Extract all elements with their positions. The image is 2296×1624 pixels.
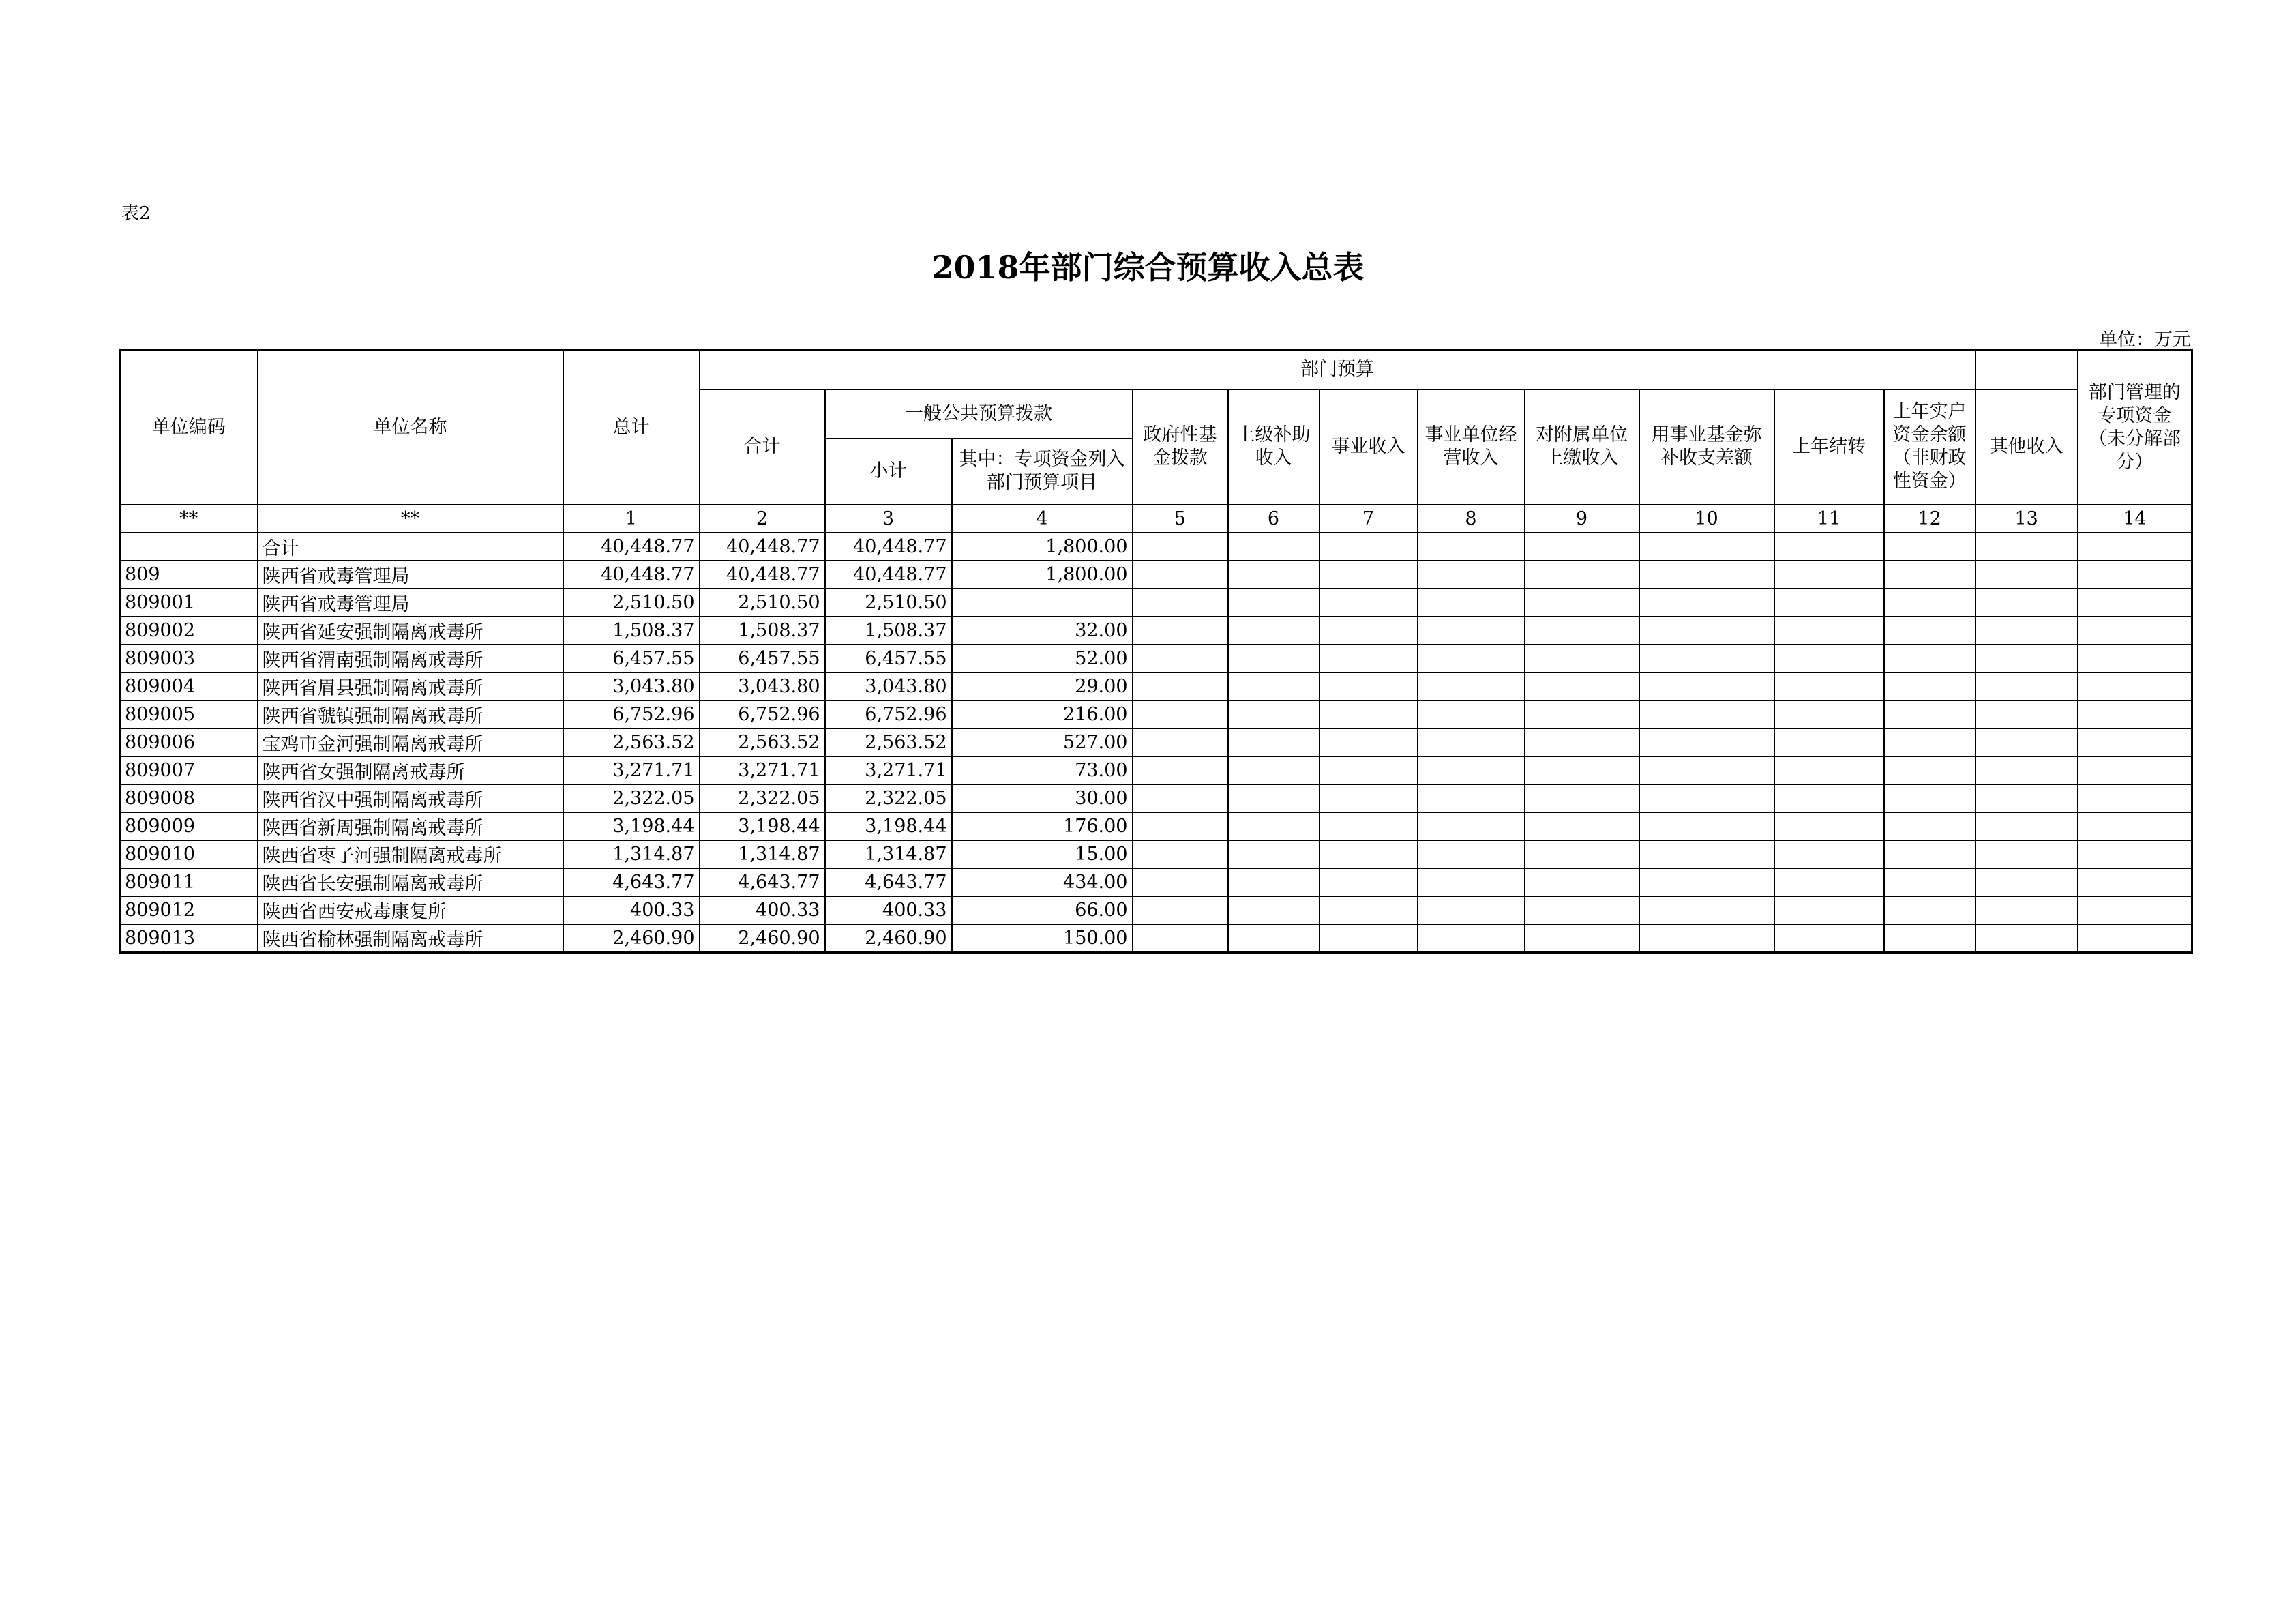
cell-empty — [1228, 840, 1320, 868]
table-row — [120, 784, 2192, 812]
cell-empty — [1228, 896, 1320, 924]
header-operating-income: 事业单位经营收入 — [1418, 389, 1525, 505]
header-general-subtotal: 小计 — [825, 439, 952, 505]
cell-empty — [1976, 561, 2078, 589]
cell-code: 809010 — [120, 840, 258, 868]
column-index-cell: 1 — [563, 505, 700, 533]
cell-c1: 1,508.37 — [563, 617, 700, 645]
cell-empty — [1976, 617, 2078, 645]
header-total: 总计 — [563, 351, 700, 505]
cell-c4: 150.00 — [952, 924, 1133, 953]
cell-empty — [1320, 812, 1418, 840]
cell-c4: 32.00 — [952, 617, 1133, 645]
cell-empty — [1884, 673, 1976, 700]
cell-empty — [1228, 784, 1320, 812]
column-index-cell: 14 — [2078, 505, 2192, 533]
cell-c4: 176.00 — [952, 812, 1133, 840]
cell-empty — [1639, 589, 1774, 617]
cell-empty — [1525, 617, 1639, 645]
cell-empty — [1639, 896, 1774, 924]
cell-empty — [1884, 924, 1976, 953]
unit-label: 单位：万元 — [2099, 329, 2191, 351]
table-row — [120, 868, 2192, 896]
cell-empty — [1774, 728, 1884, 756]
column-index-cell: 8 — [1418, 505, 1525, 533]
cell-empty — [1525, 673, 1639, 700]
cell-empty — [1774, 533, 1884, 561]
cell-empty — [1418, 645, 1525, 673]
cell-c3: 6,752.96 — [825, 700, 952, 728]
table-row — [120, 645, 2192, 673]
cell-code: 809001 — [120, 589, 258, 617]
cell-empty — [1228, 924, 1320, 953]
cell-empty — [1320, 561, 1418, 589]
cell-code: 809005 — [120, 700, 258, 728]
table-row — [120, 700, 2192, 728]
cell-c2: 2,322.05 — [700, 784, 825, 812]
cell-c3: 2,322.05 — [825, 784, 952, 812]
cell-empty — [2078, 840, 2192, 868]
cell-empty — [1884, 645, 1976, 673]
cell-empty — [2078, 728, 2192, 756]
column-index-cell: ** — [120, 505, 258, 533]
cell-name: 合计 — [258, 533, 563, 561]
cell-name: 陕西省汉中强制隔离戒毒所 — [258, 784, 563, 812]
cell-empty — [1884, 533, 1976, 561]
cell-empty — [1774, 868, 1884, 896]
header-gov-fund: 政府性基金拨款 — [1133, 389, 1228, 505]
cell-empty — [1525, 868, 1639, 896]
header-affiliate-income: 对附属单位上缴收入 — [1525, 389, 1639, 505]
column-index-cell: 12 — [1884, 505, 1976, 533]
cell-empty — [1639, 812, 1774, 840]
cell-c1: 4,643.77 — [563, 868, 700, 896]
cell-empty — [2078, 756, 2192, 784]
cell-code: 809009 — [120, 812, 258, 840]
cell-empty — [1418, 756, 1525, 784]
cell-empty — [2078, 700, 2192, 728]
cell-code: 809013 — [120, 924, 258, 953]
column-index-cell: 6 — [1228, 505, 1320, 533]
column-index-cell: ** — [258, 505, 563, 533]
cell-empty — [1525, 840, 1639, 868]
cell-empty — [1133, 561, 1228, 589]
cell-empty — [1133, 533, 1228, 561]
cell-name: 陕西省戒毒管理局 — [258, 561, 563, 589]
cell-empty — [1320, 673, 1418, 700]
cell-empty — [1133, 756, 1228, 784]
table-row — [120, 728, 2192, 756]
cell-empty — [1133, 617, 1228, 645]
cell-empty — [2078, 533, 2192, 561]
cell-c1: 2,563.52 — [563, 728, 700, 756]
cell-empty — [1884, 589, 1976, 617]
cell-empty — [1320, 840, 1418, 868]
table-row — [120, 561, 2192, 589]
cell-name: 陕西省榆林强制隔离戒毒所 — [258, 924, 563, 953]
table-row — [120, 673, 2192, 700]
cell-name: 陕西省延安强制隔离戒毒所 — [258, 617, 563, 645]
cell-code: 809007 — [120, 756, 258, 784]
cell-empty — [2078, 617, 2192, 645]
cell-name: 陕西省戒毒管理局 — [258, 589, 563, 617]
cell-c4: 73.00 — [952, 756, 1133, 784]
cell-empty — [1525, 784, 1639, 812]
cell-empty — [1133, 673, 1228, 700]
cell-empty — [1639, 617, 1774, 645]
header-last-year-carry: 上年结转 — [1774, 389, 1884, 505]
cell-c3: 2,460.90 — [825, 924, 952, 953]
column-index-cell: 11 — [1774, 505, 1884, 533]
cell-empty — [1884, 868, 1976, 896]
cell-empty — [1884, 617, 1976, 645]
cell-empty — [1228, 868, 1320, 896]
cell-c4: 1,800.00 — [952, 561, 1133, 589]
cell-empty — [1525, 533, 1639, 561]
cell-empty — [1639, 533, 1774, 561]
cell-empty — [1774, 561, 1884, 589]
cell-c2: 6,752.96 — [700, 700, 825, 728]
cell-empty — [1228, 589, 1320, 617]
cell-c3: 40,448.77 — [825, 561, 952, 589]
cell-empty — [1228, 700, 1320, 728]
cell-empty — [1228, 561, 1320, 589]
cell-empty — [1418, 784, 1525, 812]
cell-c4: 52.00 — [952, 645, 1133, 673]
table-row — [120, 617, 2192, 645]
cell-empty — [1133, 840, 1228, 868]
cell-empty — [1418, 589, 1525, 617]
cell-empty — [1884, 561, 1976, 589]
cell-name: 陕西省长安强制隔离戒毒所 — [258, 868, 563, 896]
cell-code: 809004 — [120, 673, 258, 700]
cell-empty — [1976, 812, 2078, 840]
cell-empty — [1418, 896, 1525, 924]
cell-empty — [1525, 812, 1639, 840]
cell-empty — [1133, 896, 1228, 924]
cell-c2: 4,643.77 — [700, 868, 825, 896]
budget-table — [119, 349, 2193, 954]
column-index-cell: 4 — [952, 505, 1133, 533]
cell-empty — [1884, 728, 1976, 756]
header-fund-compensate: 用事业基金弥补收支差额 — [1639, 389, 1774, 505]
cell-empty — [1639, 561, 1774, 589]
cell-c4: 66.00 — [952, 896, 1133, 924]
cell-empty — [2078, 896, 2192, 924]
cell-c2: 3,198.44 — [700, 812, 825, 840]
cell-empty — [1418, 561, 1525, 589]
cell-c3: 400.33 — [825, 896, 952, 924]
cell-empty — [1228, 673, 1320, 700]
cell-empty — [2078, 784, 2192, 812]
cell-empty — [1774, 589, 1884, 617]
header-business-income: 事业收入 — [1320, 389, 1418, 505]
cell-code: 809 — [120, 561, 258, 589]
cell-empty — [1774, 840, 1884, 868]
cell-empty — [1418, 700, 1525, 728]
table-row — [120, 589, 2192, 617]
cell-empty — [1639, 728, 1774, 756]
cell-c1: 3,043.80 — [563, 673, 700, 700]
cell-empty — [1774, 924, 1884, 953]
cell-empty — [1884, 812, 1976, 840]
cell-name: 陕西省女强制隔离戒毒所 — [258, 756, 563, 784]
cell-empty — [1320, 700, 1418, 728]
column-index-cell: 3 — [825, 505, 952, 533]
cell-empty — [1133, 728, 1228, 756]
cell-empty — [1976, 756, 2078, 784]
cell-empty — [1418, 673, 1525, 700]
column-index-row — [120, 505, 2192, 533]
cell-empty — [1976, 840, 2078, 868]
cell-empty — [1525, 924, 1639, 953]
cell-empty — [1320, 784, 1418, 812]
table-number: 表2 — [121, 203, 151, 224]
header-general-special: 其中：专项资金列入部门预算项目 — [952, 439, 1133, 505]
column-index-cell: 5 — [1133, 505, 1228, 533]
cell-c3: 3,271.71 — [825, 756, 952, 784]
cell-empty — [1320, 924, 1418, 953]
cell-c3: 2,563.52 — [825, 728, 952, 756]
cell-empty — [1976, 896, 2078, 924]
cell-empty — [1133, 700, 1228, 728]
column-index-cell: 13 — [1976, 505, 2078, 533]
cell-c1: 40,448.77 — [563, 533, 700, 561]
cell-code — [120, 533, 258, 561]
table-row — [120, 533, 2192, 561]
cell-empty — [1774, 896, 1884, 924]
cell-empty — [1133, 645, 1228, 673]
cell-empty — [1639, 700, 1774, 728]
cell-empty — [1976, 924, 2078, 953]
table-row — [120, 896, 2192, 924]
cell-c2: 3,043.80 — [700, 673, 825, 700]
cell-empty — [1525, 728, 1639, 756]
cell-empty — [1133, 924, 1228, 953]
cell-empty — [1525, 756, 1639, 784]
cell-c3: 3,043.80 — [825, 673, 952, 700]
cell-c3: 4,643.77 — [825, 868, 952, 896]
cell-c4 — [952, 589, 1133, 617]
cell-empty — [1976, 673, 2078, 700]
cell-empty — [1133, 784, 1228, 812]
header-special-fund: 部门管理的专项资金（未分解部分） — [2078, 351, 2192, 505]
cell-name: 陕西省西安戒毒康复所 — [258, 896, 563, 924]
cell-empty — [1976, 784, 2078, 812]
cell-empty — [1320, 896, 1418, 924]
cell-c3: 6,457.55 — [825, 645, 952, 673]
cell-empty — [1976, 728, 2078, 756]
cell-empty — [1320, 645, 1418, 673]
cell-empty — [1228, 533, 1320, 561]
cell-c2: 400.33 — [700, 896, 825, 924]
cell-empty — [1976, 700, 2078, 728]
cell-c4: 15.00 — [952, 840, 1133, 868]
cell-empty — [1639, 645, 1774, 673]
cell-c1: 6,752.96 — [563, 700, 700, 728]
table-row — [120, 756, 2192, 784]
cell-empty — [1639, 673, 1774, 700]
cell-name: 宝鸡市金河强制隔离戒毒所 — [258, 728, 563, 756]
cell-c2: 2,510.50 — [700, 589, 825, 617]
cell-empty — [1884, 784, 1976, 812]
cell-c2: 40,448.77 — [700, 561, 825, 589]
header-last-year-balance: 上年实户资金余额（非财政性资金） — [1884, 389, 1976, 505]
cell-empty — [2078, 561, 2192, 589]
table-row — [120, 812, 2192, 840]
cell-empty — [1639, 868, 1774, 896]
cell-c2: 3,271.71 — [700, 756, 825, 784]
header-general-public: 一般公共预算拨款 — [825, 389, 1133, 439]
cell-empty — [1774, 812, 1884, 840]
cell-c3: 2,510.50 — [825, 589, 952, 617]
column-index-cell: 10 — [1639, 505, 1774, 533]
cell-empty — [1639, 756, 1774, 784]
cell-empty — [1228, 728, 1320, 756]
cell-empty — [1884, 756, 1976, 784]
cell-name: 陕西省眉县强制隔离戒毒所 — [258, 673, 563, 700]
cell-empty — [1884, 700, 1976, 728]
cell-c1: 2,460.90 — [563, 924, 700, 953]
cell-empty — [1418, 617, 1525, 645]
cell-empty — [1228, 617, 1320, 645]
cell-c3: 1,314.87 — [825, 840, 952, 868]
cell-c2: 2,460.90 — [700, 924, 825, 953]
cell-code: 809003 — [120, 645, 258, 673]
cell-c2: 1,314.87 — [700, 840, 825, 868]
cell-c4: 216.00 — [952, 700, 1133, 728]
cell-code: 809008 — [120, 784, 258, 812]
cell-empty — [1525, 896, 1639, 924]
cell-empty — [1228, 812, 1320, 840]
cell-empty — [1976, 868, 2078, 896]
cell-empty — [1774, 700, 1884, 728]
cell-c1: 3,271.71 — [563, 756, 700, 784]
column-index-cell: 2 — [700, 505, 825, 533]
cell-name: 陕西省枣子河强制隔离戒毒所 — [258, 840, 563, 868]
column-index-cell: 7 — [1320, 505, 1418, 533]
cell-code: 809006 — [120, 728, 258, 756]
table-row — [120, 924, 2192, 953]
cell-empty — [1133, 589, 1228, 617]
cell-empty — [1774, 756, 1884, 784]
cell-empty — [1320, 868, 1418, 896]
cell-c4: 30.00 — [952, 784, 1133, 812]
cell-empty — [1133, 812, 1228, 840]
cell-empty — [1884, 840, 1976, 868]
cell-c1: 400.33 — [563, 896, 700, 924]
cell-empty — [1418, 924, 1525, 953]
cell-c4: 1,800.00 — [952, 533, 1133, 561]
cell-c1: 6,457.55 — [563, 645, 700, 673]
cell-empty — [1320, 617, 1418, 645]
cell-empty — [1884, 896, 1976, 924]
cell-c3: 3,198.44 — [825, 812, 952, 840]
cell-empty — [1976, 645, 2078, 673]
cell-empty — [1639, 784, 1774, 812]
cell-empty — [1320, 589, 1418, 617]
cell-c1: 3,198.44 — [563, 812, 700, 840]
cell-empty — [1133, 868, 1228, 896]
cell-empty — [2078, 868, 2192, 896]
cell-c2: 6,457.55 — [700, 645, 825, 673]
cell-c2: 2,563.52 — [700, 728, 825, 756]
cell-empty — [1320, 728, 1418, 756]
table-row — [120, 840, 2192, 868]
cell-empty — [1774, 645, 1884, 673]
cell-empty — [1320, 533, 1418, 561]
header-other-income: 其他收入 — [1976, 389, 2078, 505]
cell-empty — [1418, 533, 1525, 561]
cell-code: 809012 — [120, 896, 258, 924]
header-blank — [1976, 351, 2078, 389]
cell-name: 陕西省新周强制隔离戒毒所 — [258, 812, 563, 840]
header-superior-subsidy: 上级补助收入 — [1228, 389, 1320, 505]
header-name: 单位名称 — [258, 351, 563, 505]
cell-empty — [1774, 673, 1884, 700]
cell-empty — [1774, 784, 1884, 812]
cell-name: 陕西省渭南强制隔离戒毒所 — [258, 645, 563, 673]
cell-empty — [1525, 700, 1639, 728]
cell-c1: 40,448.77 — [563, 561, 700, 589]
cell-c2: 1,508.37 — [700, 617, 825, 645]
cell-empty — [1228, 756, 1320, 784]
cell-c1: 2,322.05 — [563, 784, 700, 812]
header-code: 单位编码 — [120, 351, 258, 505]
cell-empty — [1418, 728, 1525, 756]
cell-c1: 2,510.50 — [563, 589, 700, 617]
cell-empty — [2078, 673, 2192, 700]
cell-empty — [2078, 812, 2192, 840]
cell-name: 陕西省虢镇强制隔离戒毒所 — [258, 700, 563, 728]
page-title: 2018年部门综合预算收入总表 — [931, 249, 1365, 286]
cell-empty — [1639, 924, 1774, 953]
header-subtotal-all: 合计 — [700, 389, 825, 505]
cell-empty — [1976, 533, 2078, 561]
cell-empty — [2078, 645, 2192, 673]
cell-c3: 40,448.77 — [825, 533, 952, 561]
cell-empty — [1774, 617, 1884, 645]
cell-empty — [1418, 868, 1525, 896]
cell-empty — [1525, 589, 1639, 617]
header-dept-budget: 部门预算 — [700, 351, 1976, 389]
cell-empty — [1639, 840, 1774, 868]
cell-c4: 29.00 — [952, 673, 1133, 700]
cell-empty — [1525, 645, 1639, 673]
cell-empty — [1976, 589, 2078, 617]
cell-c1: 1,314.87 — [563, 840, 700, 868]
cell-c4: 434.00 — [952, 868, 1133, 896]
cell-code: 809002 — [120, 617, 258, 645]
cell-empty — [1418, 812, 1525, 840]
cell-code: 809011 — [120, 868, 258, 896]
cell-empty — [2078, 924, 2192, 953]
cell-c4: 527.00 — [952, 728, 1133, 756]
cell-c2: 40,448.77 — [700, 533, 825, 561]
column-index-cell: 9 — [1525, 505, 1639, 533]
cell-empty — [1525, 561, 1639, 589]
cell-empty — [1228, 645, 1320, 673]
cell-c3: 1,508.37 — [825, 617, 952, 645]
cell-empty — [1320, 756, 1418, 784]
cell-empty — [1418, 840, 1525, 868]
cell-empty — [2078, 589, 2192, 617]
